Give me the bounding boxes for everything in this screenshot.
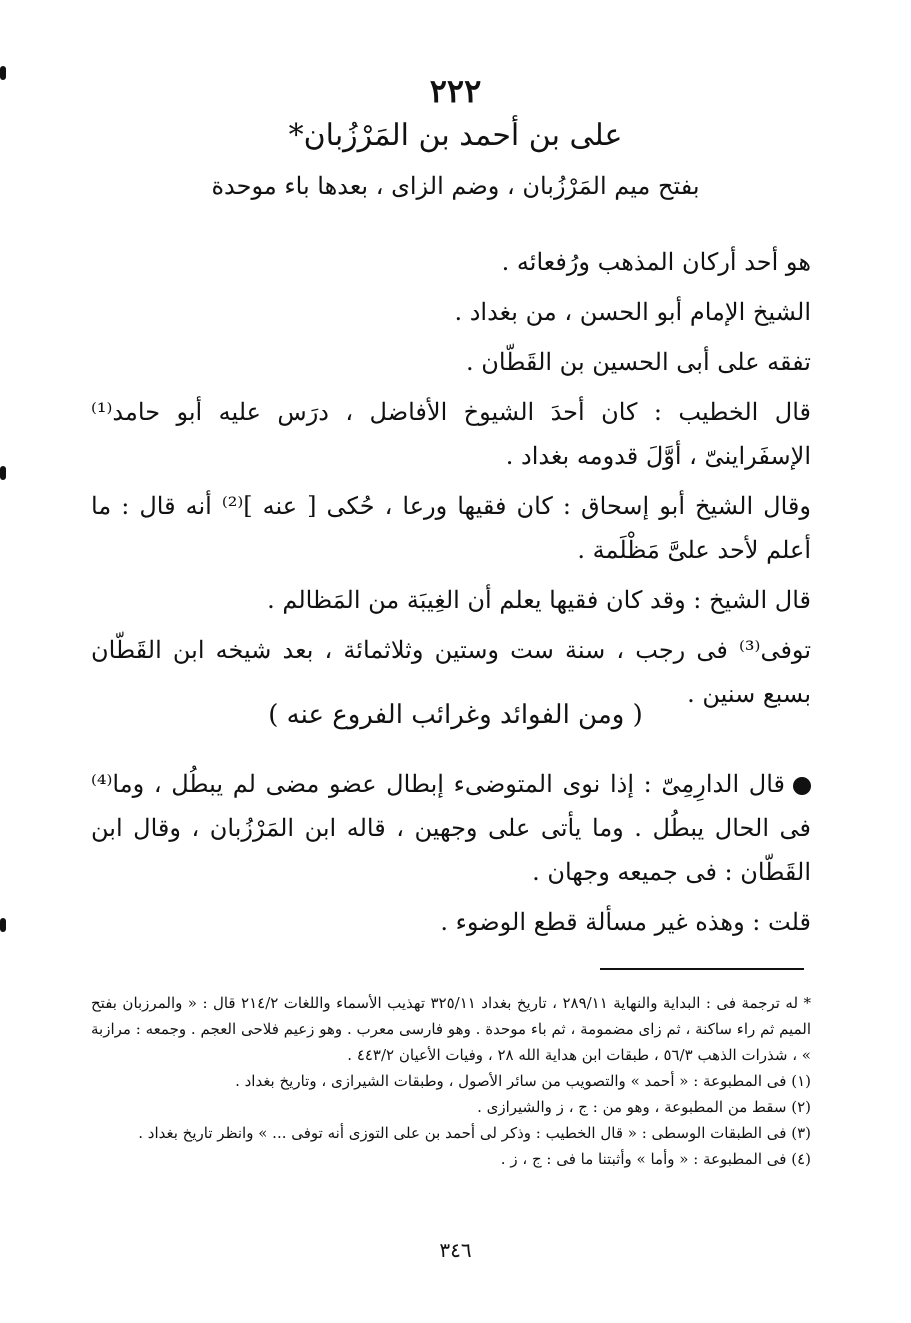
section-body bbox=[91, 762, 811, 950]
body-paragraph: تفقه على أبى الحسين بن القَطّان . bbox=[466, 348, 811, 376]
section-paragraph: قلت : وهذه غير مسألة قطع الوضوء . bbox=[440, 908, 811, 936]
body-paragraph: توفى⁽³⁾ فى رجب ، سنة ست وستين وثلاثمائة ، بعد شيخه ابن القَطّان بسبع سنين . bbox=[91, 636, 811, 708]
body-paragraph: قال الخطيب : كان أحدَ الشيوخ الأفاضل ، درَس عليه أبو حامد⁽¹⁾ الإسفَراينىّ ، أوَّلَ قدومه بغداد . bbox=[91, 398, 811, 470]
margin-mark-middle bbox=[0, 466, 6, 480]
footnote-divider bbox=[600, 968, 804, 970]
body-paragraph: الشيخ الإمام أبو الحسن ، من بغداد . bbox=[454, 298, 811, 326]
section-heading: ( ومن الفوائد وغرائب الفروع عنه ) bbox=[268, 700, 643, 730]
section-paragraph bbox=[91, 762, 811, 894]
footnote: (٣) فى الطبقات الوسطى : « قال الخطيب : وذكر لى أحمد بن على التوزى أنه توفى ... » وانظر تاريخ بغداد . bbox=[138, 1124, 811, 1142]
body-paragraph: هو أحد أركان المذهب ورُفعائه . bbox=[501, 248, 811, 276]
section-paragraph-text: قال الدارِمِىّ : إذا نوى المتوضىء إبطال عضو مضى لم يبطُل ، وما⁽⁴⁾ فى الحال يبطُل . وما يأتى على وجهين ، قاله ابن المَرْزُبان ، وقال ابن القَطّان : فى جميعه وجهان . bbox=[91, 770, 811, 886]
page-number: ٣٤٦ bbox=[439, 1238, 472, 1262]
body-paragraph: قال الشيخ : وقد كان فقيها يعلم أن الغِيبَة من المَظالم . bbox=[267, 586, 811, 614]
footnote: (٤) فى المطبوعة : « وأما » وأثبتنا ما فى : ج ، ز . bbox=[500, 1150, 811, 1168]
footnotes bbox=[91, 990, 811, 1172]
biography-body bbox=[91, 240, 811, 722]
entry-subtitle: بفتح ميم المَرْزُبان ، وضم الزاى ، بعدها باء موحدة bbox=[211, 172, 700, 200]
footnote: (٢) سقط من المطبوعة ، وهو من : ج ، ز والشيرازى . bbox=[477, 1098, 811, 1116]
body-paragraph: وقال الشيخ أبو إسحاق : كان فقيها ورعا ، حُكى [ عنه ]⁽²⁾ أنه قال : ما أعلم لأحد علىَّ مَظْلَمة . bbox=[91, 492, 811, 564]
bullet-icon bbox=[793, 777, 811, 795]
entry-title: على بن أحمد بن المَرْزُبان* bbox=[288, 118, 623, 153]
footnote: (١) فى المطبوعة : « أحمد » والتصويب من سائر الأصول ، وطبقات الشيرازى ، وتاريخ بغداد . bbox=[235, 1072, 811, 1090]
margin-mark-lower bbox=[0, 918, 6, 932]
entry-number: ٢٢٢ bbox=[429, 72, 482, 110]
footnote: * له ترجمة فى : البداية والنهاية ٢٨٩/١١ ، تاريخ بغداد ٣٢٥/١١ تهذيب الأسماء واللغات ٢١٤/٢ قال : « والمرزبان بفتح الميم ثم راء ساكنة ، ثم زاى مضمومة ، ثم باء موحدة . وهو فارسى معرب . وهو زعيم فلاحى العجم . وجمعه : مرازبة » ، شذرات الذهب ٥٦/٣ ، طبقات ابن هداية الله ٢٨ ، وفيات الأعيان ٤٤٣/٢ . bbox=[91, 994, 811, 1064]
